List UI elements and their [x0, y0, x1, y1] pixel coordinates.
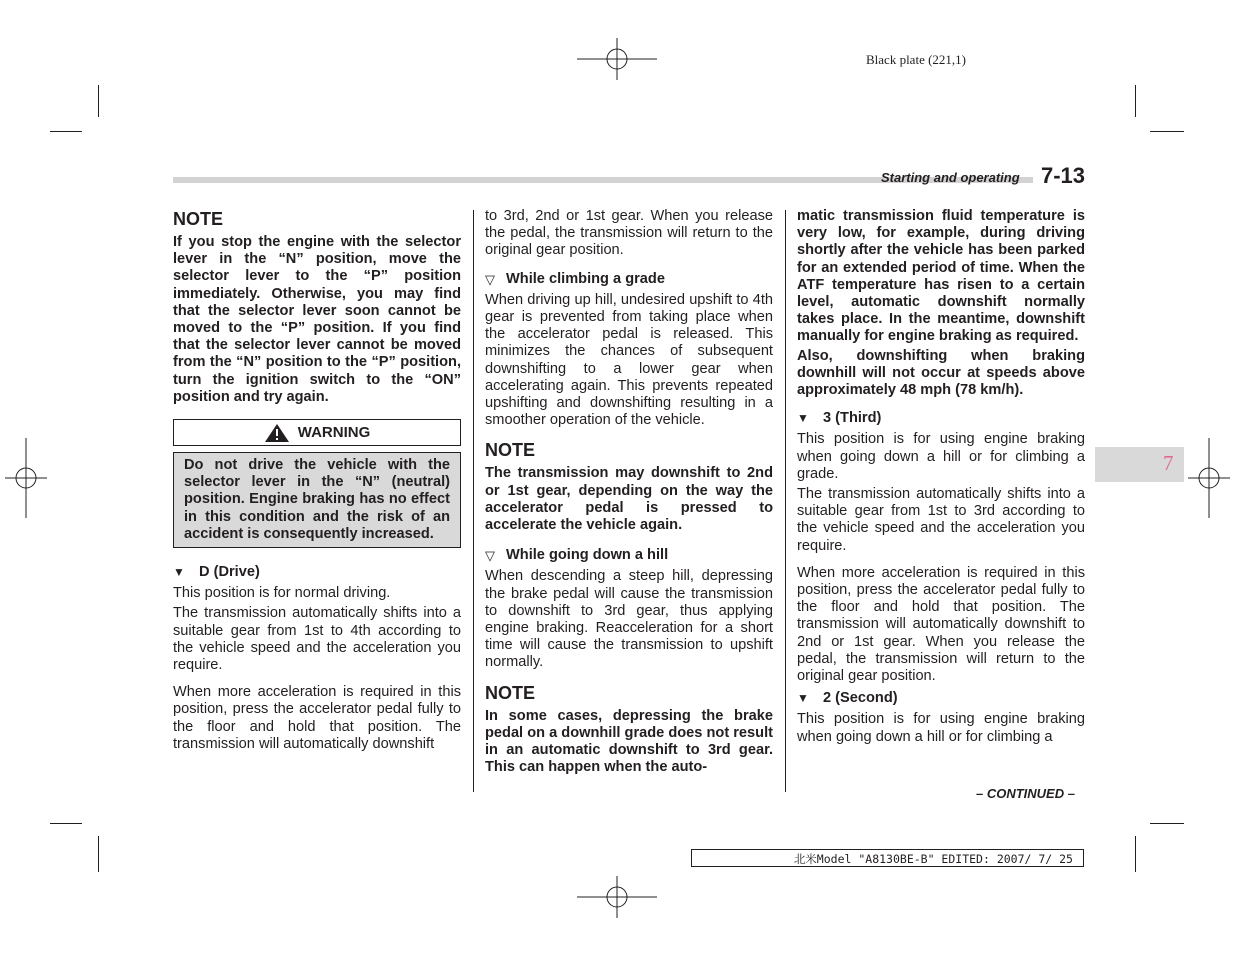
note-text: Also, downshifting when braking downhill will not occur at speeds above approximately 48 mph (78 km/h). — [797, 347, 1085, 399]
crop-mark — [1135, 85, 1136, 117]
footer-edition-box: 北米Model "A8130BE-B" EDITED: 2007/ 7/ 25 — [691, 849, 1084, 867]
paragraph: This position is for normal driving. — [173, 585, 391, 602]
downhill-heading — [485, 547, 773, 564]
plate-label: Black plate (221,1) — [866, 52, 966, 67]
note-heading: NOTE — [485, 682, 536, 703]
registration-mark-icon — [5, 438, 47, 518]
filled-triangle-icon: ▼ — [797, 691, 809, 706]
crop-mark — [98, 85, 99, 117]
downhill-heading-label: While going down a hill — [506, 547, 669, 564]
chapter-number: 7 — [1163, 451, 1174, 475]
column-3 — [797, 208, 1085, 753]
filled-triangle-icon: ▼ — [173, 565, 185, 580]
note-text-continued: matic transmission fluid temperature is very low, for example, during driving shortly after the vehicle has been parked for an extended period of time. When the ATF temperature has risen to a certain level, automatic downshift normally takes place. In the meantime, downshift manually for engine braking as required. — [797, 208, 1085, 345]
registration-mark-icon — [577, 876, 657, 918]
drive-heading — [173, 564, 461, 581]
column-1 — [173, 208, 461, 760]
paragraph: This position is for using engine braking when going down a hill or for climbing a grade. — [797, 431, 1085, 482]
note-text: The transmission may downshift to 2nd or 1st gear, depending on the way the accelerator pedal is pressed to accelerate the vehicle again. — [485, 465, 773, 534]
crop-mark — [50, 823, 82, 824]
paragraph: The transmission automatically shifts into a suitable gear from 1st to 3rd according to the vehicle speed and the acceleration you require. — [797, 486, 1085, 554]
registration-mark-icon — [1188, 438, 1230, 518]
climbing-heading-label: While climbing a grade — [506, 270, 665, 287]
paragraph: This position is for using engine braking when going down a hill or for climbing a — [797, 711, 1085, 745]
crop-mark — [1150, 131, 1184, 132]
paragraph: When more acceleration is required in this position, press the accelerator pedal fully to the floor and hold that position. The transmission will automatically downshift — [173, 684, 461, 752]
third-heading — [797, 410, 1085, 427]
note-heading: NOTE — [485, 440, 536, 461]
registration-mark-icon — [577, 38, 657, 80]
paragraph: When driving up hill, undesired upshift to 4th gear is prevented from taking place when the accelerator pedal is released. This minimizes the chances of subsequent downshifting to a lower gear when accelerating again. This prevents repeated upshifting and downshifting resulting in a smoother operation of the vehicle. — [485, 291, 773, 429]
crop-mark — [50, 131, 82, 132]
column-divider — [785, 210, 786, 792]
second-heading-label: 2 (Second) — [823, 690, 898, 707]
paragraph: The transmission automatically shifts into a suitable gear from 1st to 4th according to the vehicle speed and the acceleration you require. — [173, 605, 461, 674]
warning-label: WARNING — [297, 423, 371, 441]
note-heading: NOTE — [173, 209, 224, 229]
crop-mark — [1150, 823, 1184, 824]
header-section-title: Starting and operating — [881, 170, 1020, 185]
paragraph: When more acceleration is required in this position, press the accelerator pedal fully to the floor and hold that position. The transmission will automatically downshift to 2nd or 1st gear. When you release the pedal, the transmission will return to the original gear position. — [797, 564, 1085, 685]
outline-triangle-icon: ▽ — [485, 548, 495, 564]
warning-text: Do not drive the vehicle with the selector lever in the “N” (neutral) position. Engine braking has no effect in this condition and the risk of an accident is consequently increased. — [184, 457, 450, 542]
warning-box — [173, 452, 461, 548]
second-heading — [797, 690, 1085, 707]
climbing-heading — [485, 271, 773, 288]
note-text: If you stop the engine with the selector lever in the “N” position, move the selector lever to the “P” position immediately. Otherwise, you may find that the selector lever soon cannot be moved to the “P” position. If you find that the selector lever cannot be moved from the “N” position to the “P” position, turn the ignition switch to the “ON” position and try again. — [173, 234, 461, 405]
continued-label: – CONTINUED – — [976, 786, 1075, 801]
third-heading-label: 3 (Third) — [823, 410, 882, 427]
warning-triangle-icon — [264, 423, 290, 443]
note-text: In some cases, depressing the brake pedal on a downhill grade does not result in an automatic downshift to 3rd gear. This can happen when the auto- — [485, 707, 773, 776]
filled-triangle-icon: ▼ — [797, 411, 809, 426]
crop-mark — [1135, 836, 1136, 872]
warning-header — [173, 419, 461, 446]
drive-heading-label: D (Drive) — [199, 564, 260, 581]
outline-triangle-icon: ▽ — [485, 271, 495, 287]
crop-mark — [98, 836, 99, 872]
page-number: 7-13 — [1041, 163, 1086, 188]
paragraph: When descending a steep hill, depressing the brake pedal will cause the transmission to downshift to 3rd gear, thus applying engine braking. Reacceleration for a short time will cause the transmission to upshift normally. — [485, 568, 773, 671]
column-2 — [485, 208, 773, 783]
column-divider — [473, 210, 474, 792]
paragraph: to 3rd, 2nd or 1st gear. When you release the pedal, the transmission will return to the original gear position. — [485, 208, 773, 259]
